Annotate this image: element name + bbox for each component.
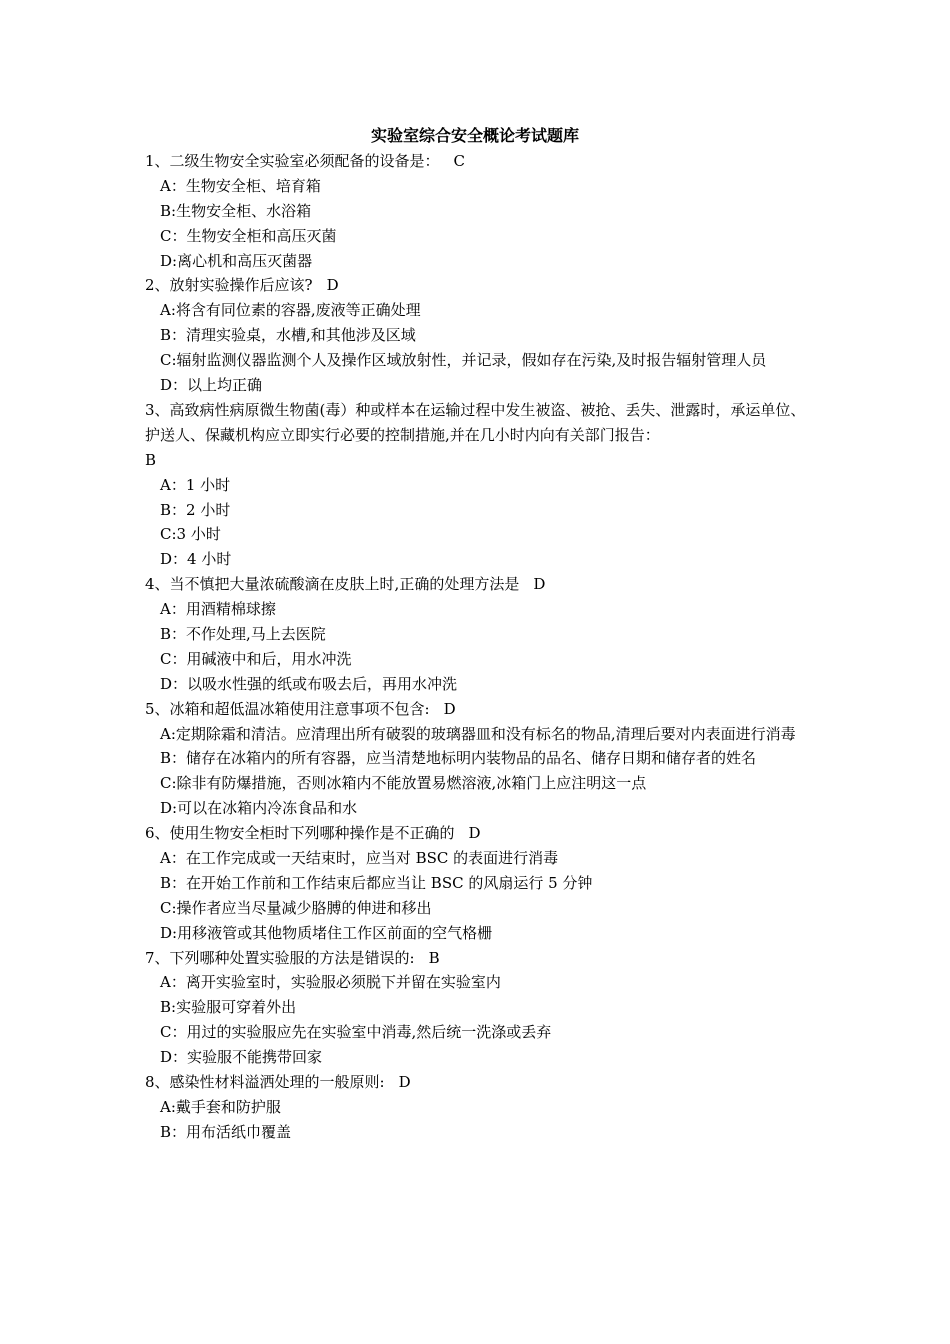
option: B:生物安全柜、水浴箱 <box>160 201 312 220</box>
option: B:实验服可穿着外出 <box>160 998 297 1017</box>
option: C：用碱液中和后，用水冲洗 <box>160 649 352 668</box>
option: A:定期除霜和清洁。应清理出所有破裂的玻璃器皿和没有标名的物品,清理后要对内表面进行消毒 <box>160 724 796 743</box>
option: C:辐射监测仪器监测个人及操作区域放射性，并记录，假如存在污染,及时报告辐射管理人员 <box>160 351 767 370</box>
answer-key: D <box>443 699 456 718</box>
option: C:操作者应当尽量减少胳膊的伸进和移出 <box>160 898 432 917</box>
question-stem: 2、放射实验操作后应该? D <box>145 276 339 295</box>
option: A：生物安全柜、培育箱 <box>160 176 321 195</box>
answer-key: D <box>398 1073 411 1092</box>
option: D:可以在冰箱内冷冻食品和水 <box>160 799 358 818</box>
question-stem: 5、冰箱和超低温冰箱使用注意事项不包含: D <box>145 699 456 718</box>
option: A：在工作完成或一天结束时，应当对 BSC 的表面进行消毒 <box>160 849 559 868</box>
answer-key: C <box>453 152 466 170</box>
answer-key: D <box>533 575 546 594</box>
answer-key: B <box>145 450 157 469</box>
option: B：清理实验桌，水槽,和其他涉及区域 <box>160 326 416 345</box>
option: D:离心机和高压灭菌器 <box>160 251 313 270</box>
answer-key: B <box>428 948 440 967</box>
option: C：用过的实验服应先在实验室中消毒,然后统一洗涤或丢弃 <box>160 1023 552 1042</box>
page-title: 实验室综合安全概论考试题库 <box>370 126 579 145</box>
option: A:将含有同位素的容器,废液等正确处理 <box>160 301 421 320</box>
answer-key: D <box>468 824 481 843</box>
option: B：在开始工作前和工作结束后都应当让 BSC 的风扇运行 5 分钟 <box>160 873 593 892</box>
option: B：不作处理,马上去医院 <box>160 624 326 643</box>
option: D：以吸水性强的纸或布吸去后，再用水冲洗 <box>160 674 458 693</box>
option: D：4 小时 <box>160 550 232 569</box>
option: C：生物安全柜和高压灭菌 <box>160 226 337 245</box>
option: C:3 小时 <box>160 525 221 544</box>
answer-key: D <box>326 276 339 295</box>
option: D:用移液管或其他物质堵住工作区前面的空气格栅 <box>160 923 493 942</box>
option: B：2 小时 <box>160 500 231 519</box>
option: A:戴手套和防护服 <box>160 1097 281 1116</box>
question-stem: 7、下列哪种处置实验服的方法是错误的: B <box>145 948 440 967</box>
question-list <box>145 149 810 1145</box>
option: A：1 小时 <box>160 475 231 494</box>
question-stem: 3、高致病性病原微生物菌(毒）种或样本在运输过程中发生被盗、被抢、丢失、泄露时，承运单位、护送人、保藏机构应立即实行必要的控制措施,并在几小时内向有关部门报告： B <box>145 400 806 469</box>
question-stem: 4、当不慎把大量浓硫酸滴在皮肤上时,正确的处理方法是 D <box>145 575 546 594</box>
option: D：实验服不能携带回家 <box>160 1048 323 1067</box>
option: B：用布活纸巾覆盖 <box>160 1122 292 1141</box>
question-stem: 1、二级生物安全实验室必须配备的设备是： C <box>145 152 466 170</box>
option: B：储存在冰箱内的所有容器，应当清楚地标明内装物品的品名、储存日期和储存者的姓名 <box>160 749 757 768</box>
option: C:除非有防爆措施，否则冰箱内不能放置易燃溶液,冰箱门上应注明这一点 <box>160 774 647 793</box>
option: A：用酒精棉球擦 <box>160 600 276 619</box>
option: A：离开实验室时，实验服必须脱下并留在实验室内 <box>160 973 501 992</box>
question-stem: 8、感染性材料溢洒处理的一般原则: D <box>145 1073 411 1092</box>
option: D：以上均正确 <box>160 376 263 395</box>
question-stem: 6、使用生物安全柜时下列哪种操作是不正确的 D <box>145 824 481 843</box>
